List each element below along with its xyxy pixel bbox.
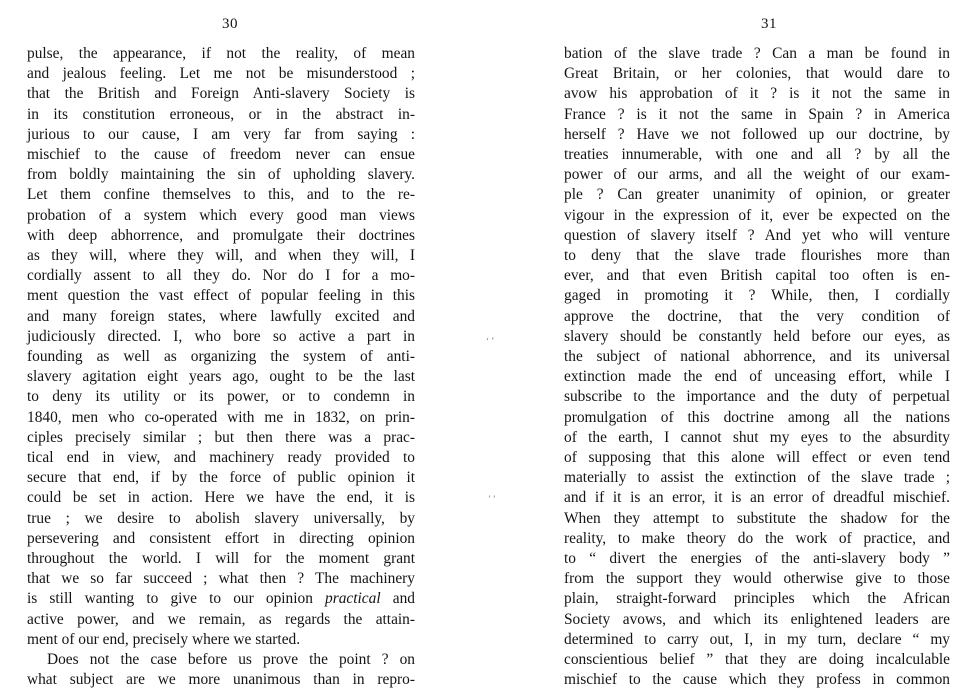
right-page: [490, 0, 980, 689]
text-line: 1840, men who co-operated with me in 1832, on prin-: [27, 408, 415, 426]
text-line: plain, straight-forward principles which the African: [564, 590, 950, 608]
text-line: true ; we desire to abolish slavery universally, by: [27, 509, 415, 527]
left-page-text: [27, 44, 415, 691]
text-line: determined to carry out, I, in my turn, declare “ my: [564, 630, 950, 648]
text-line: vigour in the expression of it, ever be expected on the: [564, 206, 950, 224]
text-line: slavery agitation eight years ago, ought to be the last: [27, 368, 415, 386]
text-line: from boldly maintaining the sin of upholding slavery.: [27, 166, 415, 184]
text-line: Let them confine themselves to this, and to the re-: [27, 186, 415, 204]
text-line: pulse, the appearance, if not the reality, of mean: [27, 45, 415, 62]
text-line: tical end in view, and machinery ready provided to: [27, 449, 415, 467]
text-line: with deep abhorrence, and promulgate their doctrines: [27, 226, 415, 244]
text-line: avow his approbation of it ? is it not the same in: [564, 85, 950, 103]
text-line: is still wanting to give to our opinion practical and: [27, 590, 415, 608]
text-line: materially to assist the extinction of the slave trade ;: [564, 469, 950, 487]
text-line: to “ divert the energies of the anti-slavery body ”: [564, 550, 950, 568]
page-number-right: 31: [761, 16, 777, 32]
text-line: bation of the slave trade ? Can a man be found in: [564, 45, 950, 62]
text-line: subscribe to the importance and the duty of perpetual: [564, 388, 950, 406]
text-line: question of slavery itself ? And yet who will venture: [564, 226, 950, 244]
text-line: ment of our end, precisely where we started.: [27, 630, 301, 648]
text-line: promulgation of this doctrine among all the nations: [564, 408, 950, 426]
text-line: persevering and consistent effort in directing opinion: [27, 529, 415, 547]
page-number-left: 30: [222, 16, 238, 32]
text-line: slavery should be constantly held before our eyes, as: [564, 327, 950, 345]
text-line: approve the doctrine, that the very condition of: [564, 307, 950, 325]
text-line: as they will, where they will, and when they will, I: [27, 247, 415, 265]
text-line: jurious to our cause, I am very far from saying :: [27, 125, 415, 143]
text-line: ciples precisely similar ; but then there was a prac-: [27, 428, 415, 446]
left-page: [0, 0, 490, 689]
text-line: power of our arms, and all the weight of our exam-: [564, 166, 950, 184]
text-line: throughout the world. I will for the moment grant: [27, 550, 415, 568]
text-line: Great Britain, or her colonies, that would dare to: [564, 65, 950, 83]
text-line: mischief to the cause of freedom never can ensue: [27, 146, 415, 164]
text-line: treaties innumerable, with one and all ? by all the: [564, 146, 950, 164]
text-line: and jealous feeling. Let me not be misunderstood ;: [27, 65, 415, 83]
text-line: secure that end, if by the force of public opinion it: [27, 469, 415, 487]
text-line: of the earth, I cannot shut my eyes to the absurdity: [564, 428, 950, 446]
text-line: probation of a system which every good man views: [27, 206, 415, 224]
text-line: gaged in promoting it ? While, then, I cordially: [564, 287, 950, 305]
text-line: ple ? Can greater unanimity of opinion, or greater: [564, 186, 950, 204]
text-line: to deny its utility or its power, or to condemn in: [27, 388, 415, 406]
gutter-mark: ‘ ’: [486, 336, 495, 346]
text-line: to deny that the slave trade flourishes more than: [564, 247, 950, 265]
text-line: herself ? Have we not followed up our doctrine, by: [564, 125, 950, 143]
text-line: judiciously directed. I, who bore so active a part in: [27, 327, 415, 345]
text-line: ment question the vast effect of popular feeling in this: [27, 287, 415, 305]
text-line: Society avows, and which its enlightened leaders are: [564, 610, 950, 628]
text-line: reality, to make theory do the work of practice, and: [564, 529, 950, 547]
text-line: could be set in action. Here we have the end, it is: [27, 489, 415, 507]
text-line: and many foreign states, where lawfully excited and: [27, 307, 415, 325]
text-line: founding as well as organizing the system of anti-: [27, 348, 415, 366]
right-page-text: [564, 44, 950, 691]
text-line: Does not the case before us prove the point ? on: [47, 651, 415, 669]
text-line: that we so far succeed ; what then ? The machinery: [27, 570, 415, 588]
text-line: of supposing that this alone will effect or even tend: [564, 449, 950, 467]
text-line: When they attempt to substitute the shadow for the: [564, 509, 950, 527]
text-line: what subject are we more unanimous than in repro-: [27, 671, 415, 689]
text-line: in its constitution erroneous, or in the abstract in-: [27, 105, 415, 123]
text-line: from the support they would otherwise give to those: [564, 570, 950, 588]
text-line: and if it is an error, it is an error of dreadful mischief.: [564, 489, 950, 507]
text-line: mischief to the cause which they profess in common: [564, 671, 950, 689]
gutter-mark: ’ ’: [488, 494, 496, 504]
text-line: France ? is it not the same in Spain ? in America: [564, 105, 950, 123]
text-line: ever, and that even British capital too often is en-: [564, 267, 950, 285]
text-line: cordially assent to all they do. Nor do I for a mo-: [27, 267, 415, 285]
text-line: that the British and Foreign Anti-slavery Society is: [27, 85, 415, 103]
text-line: extinction made the end of unceasing effort, while I: [564, 368, 950, 386]
text-line: active power, and we remain, as regards the attain-: [27, 610, 415, 628]
text-line: conscientious belief ” that they are doing incalculable: [564, 651, 950, 669]
text-line: the subject of national abhorrence, and its universal: [564, 348, 950, 366]
